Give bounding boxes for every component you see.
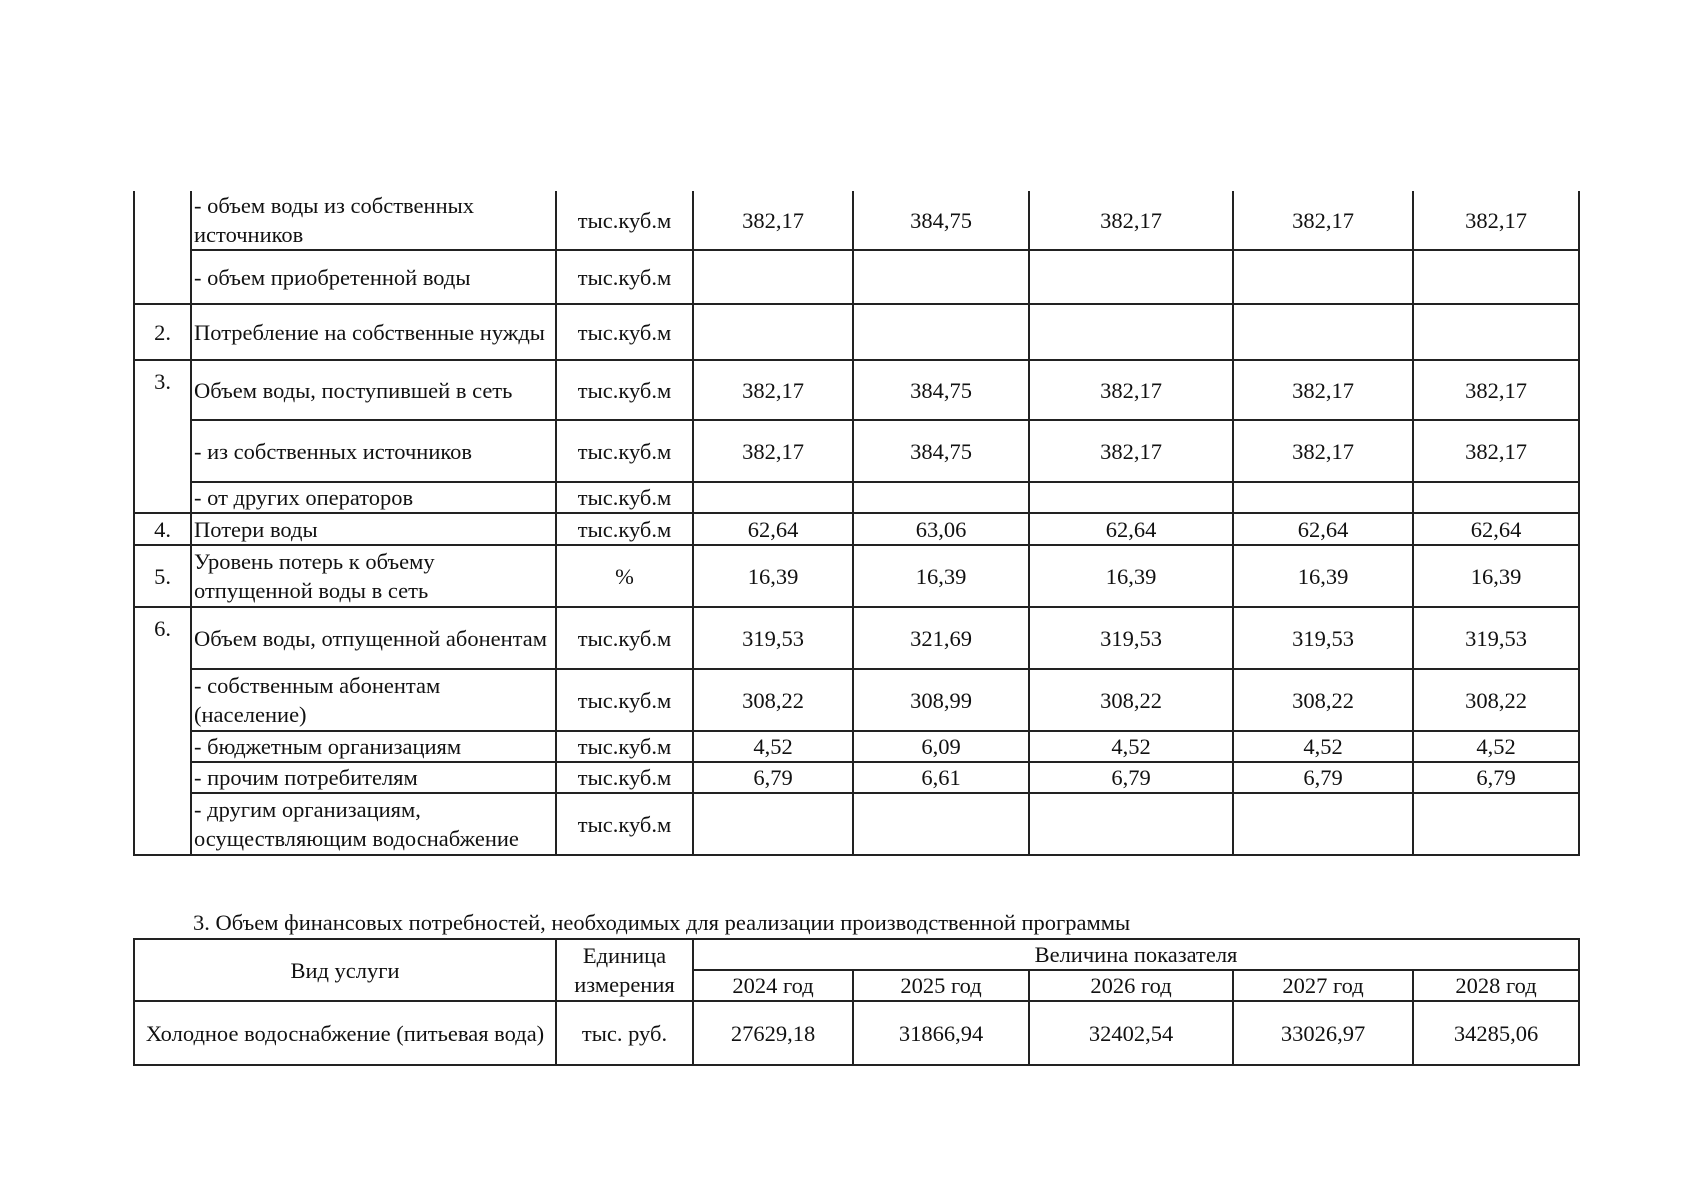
value-cell: 32402,54 [1029,1001,1233,1065]
row-number: 5. [134,545,191,607]
value-cell: 16,39 [693,545,853,607]
value-cell: 6,61 [853,762,1029,793]
value-cell: 33026,97 [1233,1001,1413,1065]
value-cell: 382,17 [1233,420,1413,482]
value-cell: 382,17 [693,191,853,250]
indicator-name: Объем воды, поступившей в сеть [191,360,556,420]
value-cell: 308,22 [1029,669,1233,731]
indicator-name: Уровень потерь к объему отпущенной воды в сеть [191,545,556,607]
unit-cell: тыс.куб.м [556,482,693,513]
unit-cell: тыс.куб.м [556,607,693,669]
value-cell: 382,17 [693,360,853,420]
indicator-name: - прочим потребителям [191,762,556,793]
value-cell: 4,52 [1233,731,1413,762]
value-cell: 382,17 [1029,360,1233,420]
value-cell: 384,75 [853,420,1029,482]
value-cell: 319,53 [1413,607,1579,669]
value-cell [693,304,853,360]
value-cell: 62,64 [1233,513,1413,545]
indicator-name: - другим организациям, осуществляющим водоснабжение [191,793,556,855]
value-cell: 6,79 [1029,762,1233,793]
value-cell [1029,304,1233,360]
value-cell: 319,53 [1233,607,1413,669]
indicator-name: Потери воды [191,513,556,545]
value-cell: 16,39 [1413,545,1579,607]
unit-cell: тыс.куб.м [556,731,693,762]
unit-cell: тыс.куб.м [556,304,693,360]
table-row [134,669,1579,731]
service-header: Вид услуги [134,939,556,1001]
unit-cell: тыс.куб.м [556,420,693,482]
value-cell: 4,52 [1413,731,1579,762]
value-cell: 62,64 [1413,513,1579,545]
indicator-name: - от других операторов [191,482,556,513]
value-cell [693,793,853,855]
header-row [134,939,1579,970]
value-cell [853,304,1029,360]
value-cell: 384,75 [853,191,1029,250]
table-row [134,360,1579,420]
year-header: 2025 год [853,970,1029,1001]
unit-cell: % [556,545,693,607]
unit-cell: тыс. руб. [556,1001,693,1065]
indicator-name: - объем воды из собственных источников [191,191,556,250]
value-cell [1029,793,1233,855]
indicator-name: - собственным абонентам (население) [191,669,556,731]
row-number: 6. [134,607,191,855]
value-cell [1413,304,1579,360]
value-cell: 16,39 [853,545,1029,607]
value-cell: 62,64 [1029,513,1233,545]
value-cell: 382,17 [1029,191,1233,250]
value-cell: 382,17 [1413,420,1579,482]
year-header: 2028 год [1413,970,1579,1001]
row-number: 2. [134,304,191,360]
value-cell: 384,75 [853,360,1029,420]
table-row [134,304,1579,360]
value-cell [853,250,1029,304]
service-name: Холодное водоснабжение (питьевая вода) [134,1001,556,1065]
value-cell: 4,52 [1029,731,1233,762]
value-cell: 319,53 [693,607,853,669]
value-cell: 382,17 [693,420,853,482]
value-cell: 321,69 [853,607,1029,669]
table-row [134,793,1579,855]
table-row [134,1001,1579,1065]
value-cell: 6,09 [853,731,1029,762]
indicator-name: - объем приобретенной воды [191,250,556,304]
value-cell [1233,482,1413,513]
value-cell: 62,64 [693,513,853,545]
value-cell: 382,17 [1413,191,1579,250]
value-cell [693,250,853,304]
value-cell: 308,22 [1233,669,1413,731]
financial-needs-table [133,938,1580,1066]
value-cell: 6,79 [1413,762,1579,793]
section-3-caption: 3. Объем финансовых потребностей, необходимых для реализации производственной программы [193,910,1131,935]
value-cell: 16,39 [1233,545,1413,607]
indicator-name: Потребление на собственные нужды [191,304,556,360]
value-cell: 63,06 [853,513,1029,545]
unit-cell: тыс.куб.м [556,513,693,545]
year-header: 2026 год [1029,970,1233,1001]
row-number: 3. [134,360,191,513]
table-row [134,250,1579,304]
unit-cell: тыс.куб.м [556,762,693,793]
value-cell [853,482,1029,513]
table-row [134,482,1579,513]
value-cell: 6,79 [1233,762,1413,793]
value-group-header: Величина показателя [693,939,1579,970]
table-row [134,545,1579,607]
value-cell [1233,250,1413,304]
value-cell: 382,17 [1413,360,1579,420]
unit-cell: тыс.куб.м [556,191,693,250]
value-cell: 308,22 [1413,669,1579,731]
value-cell [853,793,1029,855]
value-cell: 382,17 [1029,420,1233,482]
value-cell: 16,39 [1029,545,1233,607]
value-cell: 34285,06 [1413,1001,1579,1065]
value-cell [1413,250,1579,304]
year-header: 2027 год [1233,970,1413,1001]
unit-header: Единица измерения [556,939,693,1001]
value-cell: 4,52 [693,731,853,762]
row-number [134,191,191,304]
value-cell [1233,793,1413,855]
table-row [134,731,1579,762]
production-indicators-table [133,191,1580,856]
year-header: 2024 год [693,970,853,1001]
table-row [134,513,1579,545]
value-cell [1413,482,1579,513]
unit-cell: тыс.куб.м [556,793,693,855]
value-cell: 6,79 [693,762,853,793]
table-row [134,762,1579,793]
value-cell: 382,17 [1233,191,1413,250]
value-cell: 27629,18 [693,1001,853,1065]
unit-cell: тыс.куб.м [556,669,693,731]
indicator-name: Объем воды, отпущенной абонентам [191,607,556,669]
value-cell: 31866,94 [853,1001,1029,1065]
indicator-name: - из собственных источников [191,420,556,482]
value-cell [1029,482,1233,513]
table-row [134,607,1579,669]
unit-cell: тыс.куб.м [556,250,693,304]
row-number: 4. [134,513,191,545]
value-cell: 308,22 [693,669,853,731]
indicator-name: - бюджетным организациям [191,731,556,762]
value-cell [693,482,853,513]
unit-cell: тыс.куб.м [556,360,693,420]
value-cell: 382,17 [1233,360,1413,420]
value-cell [1029,250,1233,304]
value-cell: 308,99 [853,669,1029,731]
value-cell: 319,53 [1029,607,1233,669]
value-cell [1233,304,1413,360]
table-row [134,191,1579,250]
value-cell [1413,793,1579,855]
table-row [134,420,1579,482]
